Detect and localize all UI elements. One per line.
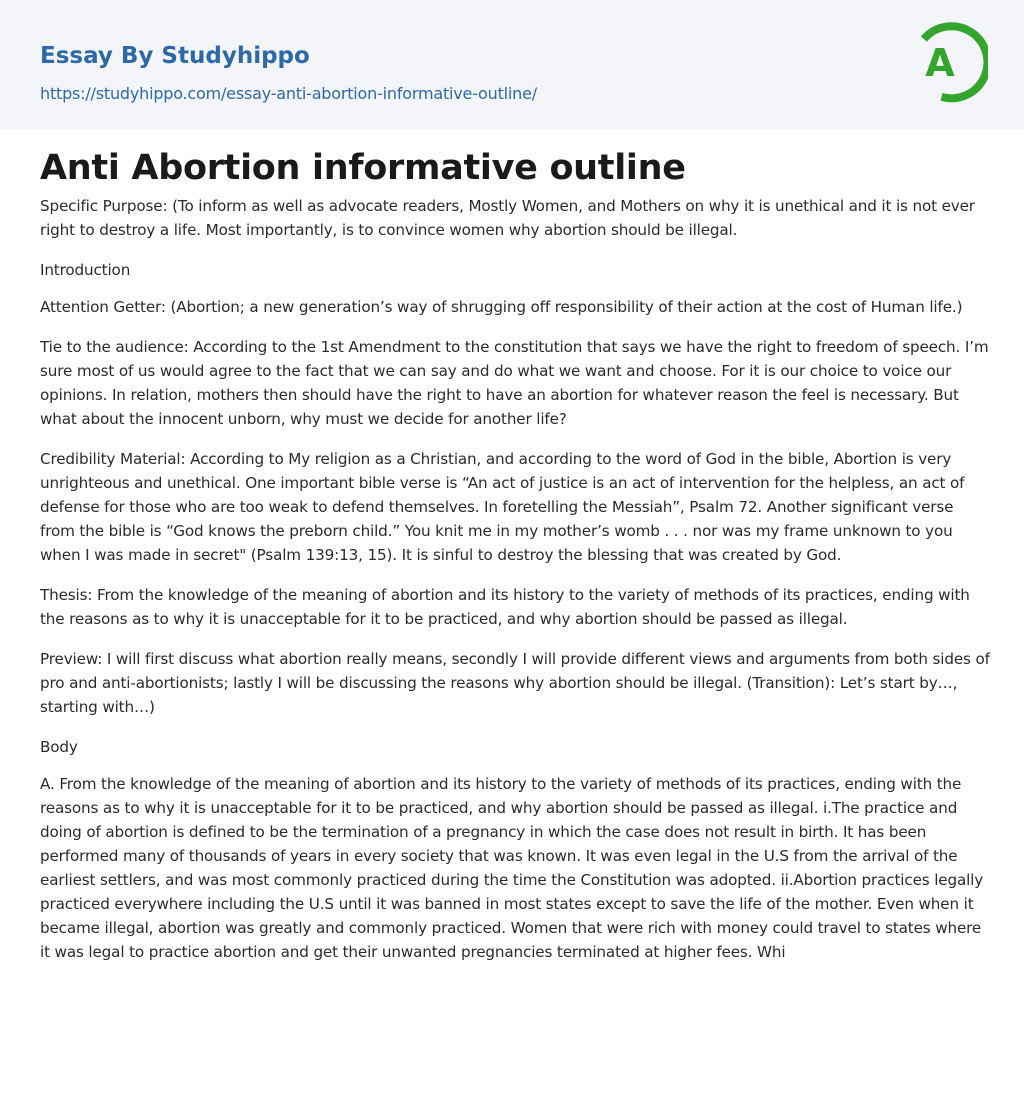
essay-title: Anti Abortion informative outline (40, 148, 686, 188)
tie-to-audience-paragraph: Tie to the audience: According to the 1st Amendment to the constitution that says we have the right to freedom of speech. I’m sure most of us would agree to the fact that we can say and do what we want and choose. For it is our choice to voice our opinions. In relation, mothers then should have the right to have an abortion for whatever reason the feel is necessary. But what about the innocent unborn, why must we decide for another life? (40, 338, 989, 428)
logo-letter: A (925, 41, 955, 85)
source-url-link[interactable]: https://studyhippo.com/essay-anti-abortion-informative-outline/ (40, 84, 537, 103)
introduction-heading: Introduction (40, 261, 131, 279)
site-header (0, 0, 1024, 129)
brand-title[interactable]: Essay By Studyhippo (40, 43, 310, 69)
body-heading: Body (40, 738, 78, 756)
preview-paragraph: Preview: I will first discuss what abortion really means, secondly I will provide different views and arguments from both sides of pro and anti-abortionists; lastly I will be discussing the reasons why abortion should be illegal. (Transition): Let’s start by…, starting with…) (40, 650, 990, 716)
body-section-a-paragraph: A. From the knowledge of the meaning of abortion and its history to the variety of methods of its practices, ending with the reasons as to why it is unacceptable for it to be practiced, and why abortion should be passed as illegal. i.The practice and doing of abortion is defined to be the termination of a pregnancy in which the case does not result in birth. It has been performed many of thousands of years in every society that was known. It was even legal in the U.S from the arrival of the earliest settlers, and was most commonly practiced during the time the Constitution was adopted. ii.Abortion practices legally practiced everywhere including the U.S until it was banned in most states except to save the life of the mother. Even when it became illegal, abortion was greatly and commonly practiced. Women that were rich with money could travel to states where it was legal to practice abortion and get their unwanted pregnancies terminated at higher fees. Whi (40, 775, 984, 961)
specific-purpose-paragraph: Specific Purpose: (To inform as well as advocate readers, Mostly Women, and Mothers on why it is unethical and it is not ever right to destroy a life. Most importantly, is to convince women why abortion should be illegal. (40, 197, 975, 239)
thesis-paragraph: Thesis: From the knowledge of the meaning of abortion and its history to the variety of methods of its practices, ending with the reasons as to why it is unacceptable for it to be practiced, and why abortion should be passed as illegal. (40, 586, 970, 628)
essay-content (40, 129, 990, 964)
studyhippo-logo-icon[interactable] (910, 18, 988, 106)
attention-getter-paragraph: Attention Getter: (Abortion; a new generation’s way of shrugging off responsibility of their action at the cost of Human life.) (40, 298, 963, 316)
credibility-material-paragraph: Credibility Material: According to My religion as a Christian, and according to the word of God in the bible, Abortion is very unrighteous and unethical. One important bible verse is “An act of justice is an act of intervention for the helpless, an act of defense for those who are too weak to defend themselves. In foretelling the Messiah”, Psalm 72. Another significant verse from the bible is “God knows the preborn child.” You knit me in my mother’s womb . . . nor was my frame unknown to you when I was made in secret" (Psalm 139:13, 15). It is sinful to destroy the blessing that was created by God. (40, 450, 965, 564)
